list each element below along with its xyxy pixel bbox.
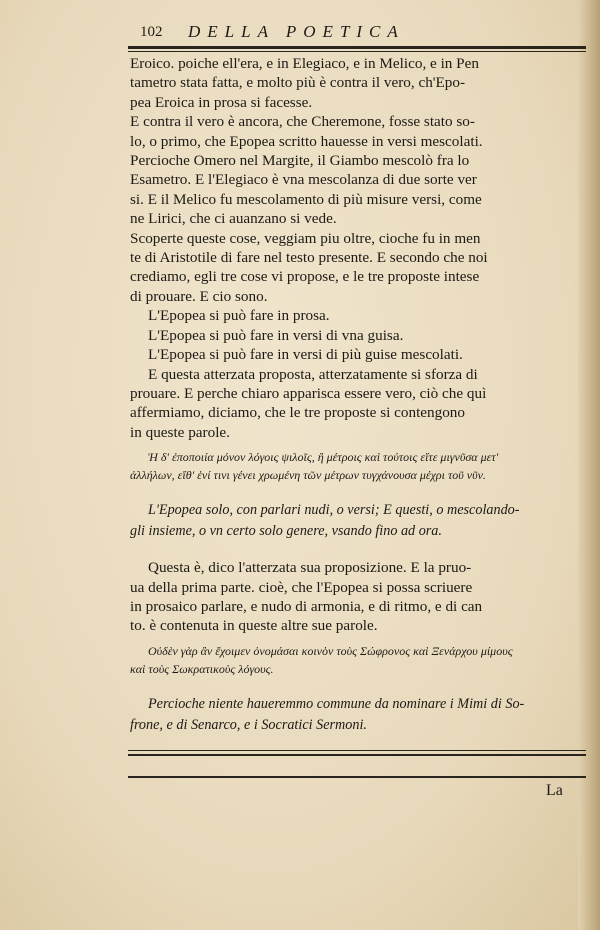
text-line: si. E il Melico fu mescolamento di più misure versi, come: [130, 190, 482, 208]
text-line: Scoperte queste cose, veggiam piu oltre, cioche fu in men: [130, 229, 481, 247]
text-line: pea Eroica in prosa si facesse.: [130, 93, 313, 111]
translation-line: frone, e di Senarco, e i Socratici Sermoni.: [130, 716, 367, 733]
text-line: E contra il vero è ancora, che Cheremone, fosse stato so-: [130, 113, 475, 131]
text-line: di prouare. E cio sono.: [130, 287, 268, 305]
text-line: Esametro. E l'Elegiaco è vna mescolanza di due sorte ver: [130, 171, 477, 189]
catchword: La: [546, 782, 563, 799]
proposition-line: L'Epopea si può fare in versi di più guise mescolati.: [148, 346, 463, 364]
footer-rule-thick: [128, 754, 586, 756]
text-line: E questa atterzata proposta, atterzatamente si sforza di: [148, 365, 478, 383]
text-line: to. è contenuta in queste altre sue parole.: [130, 617, 378, 635]
greek-quote-line: Οὐδὲν γὰρ ἂν ἔχοιμεν ὀνομάσαι κοινὸν τοὺς Σώφρονος καὶ Ξενάρχου μίμους: [148, 643, 513, 658]
text-line: Eroico. poiche ell'era, e in Elegiaco, e in Melico, e in Pen: [130, 55, 479, 72]
text-line: Percioche Omero nel Margite, il Giambo mescolò fra lo: [130, 152, 470, 170]
text-line: ua della prima parte. cioè, che l'Epopea si possa scriuere: [130, 578, 473, 596]
header-rule-thin: [128, 51, 586, 52]
body-text: [130, 54, 588, 736]
header-rule-thick: [128, 46, 586, 49]
translation-line: Percioche niente haueremmo commune da nominare i Mimi di So-: [148, 695, 525, 712]
text-line: lo, o primo, che Epopea scritto hauesse in versi mescolati.: [130, 132, 483, 150]
text-line: te di Aristotile di fare nel testo presente. E secondo che noi: [130, 249, 488, 267]
footer-rule-thin: [128, 750, 586, 751]
proposition-line: L'Epopea si può fare in versi di vna guisa.: [148, 326, 404, 344]
translation-line: gli insieme, o vn certo solo genere, vsando fino ad ora.: [130, 523, 442, 540]
text-line: ne Lirici, che ci auanzano si vede.: [130, 210, 337, 228]
text-line: in prosaico parlare, e nudo di armonia, e di ritmo, e di can: [130, 597, 483, 615]
text-line: crediamo, egli tre cose vi propose, e le tre proposte intese: [130, 268, 480, 286]
translation-line: L'Epopea solo, con parlari nudi, o versi; E questi, o mescolando-: [148, 502, 520, 519]
greek-quote-line: ἀλλήλων, εἴθ' ἑνί τινι γένει χρωμένη τῶν μέτρων τυγχάνουσα μέχρι τοῦ νῦν.: [130, 468, 486, 483]
bottom-rule: [128, 776, 586, 778]
page-header: [128, 18, 580, 48]
greek-quote-line: Ἡ δ' ἐποποιία μόνον λόγοις ψιλοῖς, ἢ μέτροις καὶ τούτοις εἴτε μιγνῦσα μετ': [148, 450, 499, 465]
text-line: prouare. E perche chiaro apparisca essere vero, ciò che quì: [130, 384, 487, 402]
page-number: 102: [140, 24, 163, 40]
text-line: tametro stata fatta, e molto più è contra il vero, ch'Epo-: [130, 74, 466, 92]
running-title: DELLA POETICA: [188, 22, 405, 41]
greek-quote-line: καὶ τοὺς Σωκρατικοὺς λόγους.: [130, 661, 274, 676]
text-line: Questa è, dico l'atterzata sua proposizione. E la pruo-: [148, 559, 472, 577]
text-line: affermiamo, diciamo, che le tre proposte si contengono: [130, 404, 465, 422]
proposition-line: L'Epopea si può fare in prosa.: [148, 307, 330, 325]
text-line: in queste parole.: [130, 423, 230, 441]
